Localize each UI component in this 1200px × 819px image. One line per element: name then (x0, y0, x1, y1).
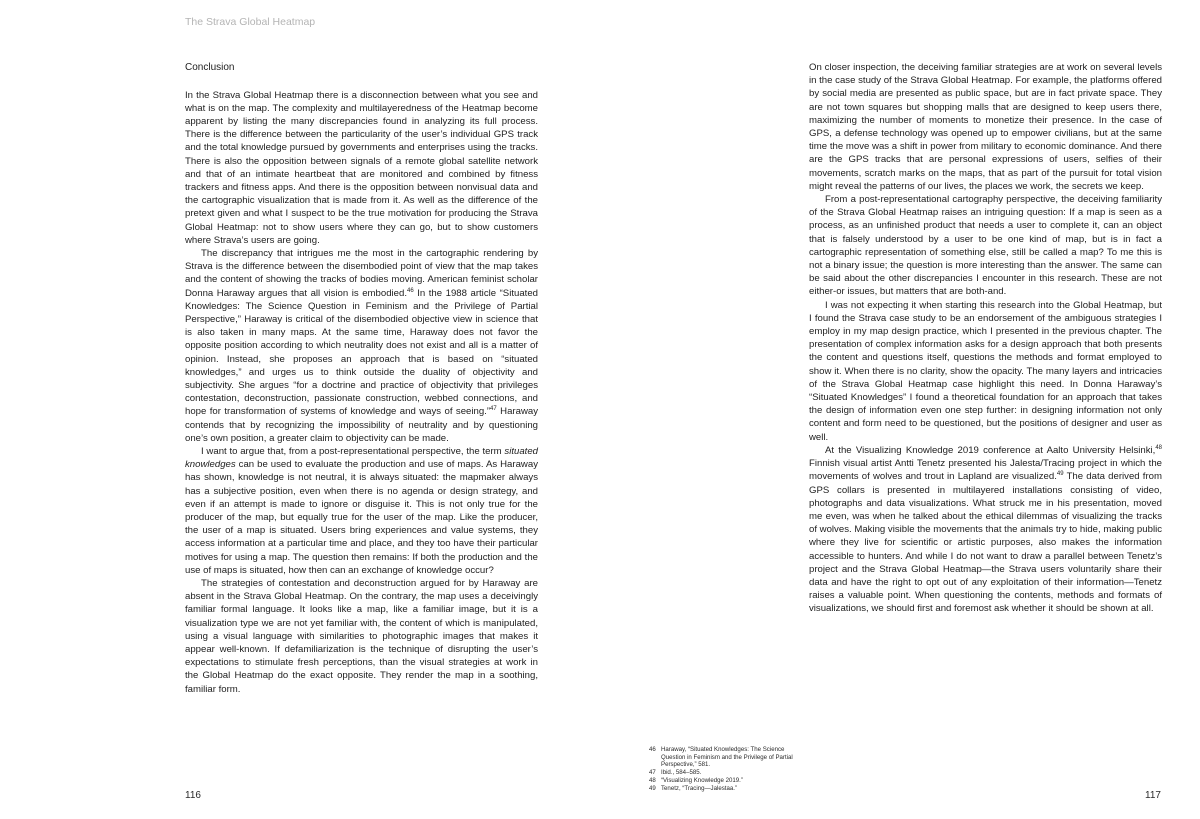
footnote-number: 49 (649, 784, 656, 792)
emphasis-term: situated knowledges (185, 445, 538, 471)
footnote-text: Haraway, “Situated Knowledges: The Science Question in Feminism and the Privilege of Partial Perspective,” 581. (661, 746, 793, 769)
footnote-text: Ibid., 584–585. (661, 769, 702, 777)
paragraph: In the Strava Global Heatmap there is a disconnection between what you see and what is on the map. The complexity and multilayeredness of the Heatmap become apparent by listing the many discrepancies found in analyzing its full process. There is the difference between the particularity of the user’s individual GPS track and the total knowledge pursued by governments and enterprises using the tracks. There is also the opposition between signals of a remote global satellite network and that of an intimate heartbeat that are monitored and combined by fitness trackers and fitness apps. And there is the opposition between nonvisual data and the cartographic visualization that is made from it. As well as the difference of the pretext given and what I suspect to be the true motivation for producing the Strava Global Heatmap: not to show users where they can go, but to show customers where Strava’s users are going. (185, 89, 538, 246)
footnotes (649, 746, 799, 792)
left-column (185, 61, 538, 696)
paragraph (185, 445, 538, 577)
paragraph-text: I want to argue that, from a post-representational perspective, the term (201, 445, 505, 457)
paragraph-text: Finnish visual artist Antti Tenetz presented his Jalesta/Tracing project in which the movements of wolves and trout in Lapland are visualized. (809, 458, 1162, 483)
page-number-left: 116 (185, 790, 201, 801)
footnote (649, 785, 799, 793)
footnote (649, 746, 799, 769)
footnote-number: 46 (649, 746, 656, 753)
paragraph: From a post-representational cartography perspective, the deceiving familiarity of the Strava Global Heatmap raises an intriguing question: If a map is seen as a process, as an unfinished product that needs a user to complete it, can an object that is falsely understood by a user to be one kind of map, but is in fact a cartographic representation of something else, still be called a map? To me this is not a binary issue; the question is more interesting than the answer. The same can be said about the other discrepancies I encounter in this research. These are not either-or issues, but matters that are both-and. (809, 194, 1162, 298)
footnote-number: 48 (649, 776, 656, 784)
paragraph-text: At the Visualizing Knowledge 2019 conference at Aalto University Helsinki, (825, 444, 1156, 456)
paragraph-text: In the 1988 article “Situated Knowledges: The Science Question in Feminism and the Privilege of Partial Perspective,” Haraway is critical of the disembodied objective view in science that is also taken in many maps. At the same time, Haraway does not favor the opposite position according to which neutrality does not exist and all is a matter of opinion. Instead, she proposes an approach that is based on “situated knowledges,” and urges us to think outside the duality of objectivity and subjectivity. She argues “for a doctrine and practice of objectivity that privileges contestation, deconstruction, passionate construction, webbed connections, and hope for transformation of systems of knowledge and ways of seeing.” (185, 287, 539, 418)
page-number-right: 117 (1145, 790, 1161, 801)
running-head: The Strava Global Heatmap (185, 16, 316, 28)
paragraph (809, 444, 1162, 616)
right-column (809, 61, 1162, 616)
paragraph-text: The discrepancy that intrigues me the most in the cartographic rendering by Strava is the difference between the disembodied point of view that the map takes and the content of showing the tracks of bodies moving. American feminist scholar Donna Haraway argues that all vision is embodied. (185, 247, 538, 299)
paragraph (185, 247, 538, 445)
footnote (649, 777, 799, 785)
section-heading: Conclusion (185, 62, 235, 73)
paragraph: I was not expecting it when starting this research into the Global Heatmap, but I found the Strava case study to be an endorsement of the ambiguous strategies I employ in my map design practice, which I presented in the previous chapter. The presentation of complex information asks for a design approach that both presents the content and questions itself, questions the methods and format employed to show it. When there is no clarity, show the opacity. The many layers and intricacies of the Strava Global Heatmap case highlight this need. In Donna Haraway’s “Situated Knowledges” I found a theoretical foundation for an approach that takes the design of information even one step further: in designing information not only content and form need to be questioned, but the positions of designer and user as well. (809, 299, 1162, 443)
footnote-text: “Visualizing Knowledge 2019.” (661, 776, 743, 784)
footnote-ref: 47 (490, 406, 497, 413)
footnote-ref: 46 (407, 287, 414, 294)
paragraph-text: Haraway contends that by recognizing the impossibility of neutrality and by questioning one’s own position, a greater claim to objectivity can be made. (185, 406, 539, 444)
footnote-text: Tenetz, “Tracing—Jalestaa.” (661, 784, 737, 792)
footnote-ref: 48 (1155, 444, 1162, 451)
footnote (649, 769, 799, 777)
paragraph: On closer inspection, the deceiving familiar strategies are at work on several levels in the case study of the Strava Global Heatmap. For example, the platforms offered by social media are presented as public space, but are in fact private space. They are not town squares but shopping malls that are designed to keep users there, maximizing the number of moments to monetize their presence. In the case of GPS, a defense technology was opened up to empower civilians, but at the same time the move was a shift in power from military to economic dominance. And there are the GPS tracks that are personal expressions of users, selfies of their movements, scratch marks on the maps, that as part of the pursuit for total vision might reveal the patterns of our lives, the places we work, the secrets we keep. (809, 62, 1162, 192)
paragraph-text: The data derived from GPS collars is presented in multilayered installations consisting of video, photographs and data visualizations. What struck me in his presentation, moved me even, was when he talked about the ethical dilemmas of visualizing the tracks of wolves. Making visible the movements that the animals try to hide, making public where they live for scientific or artistic purposes, also makes the information accessible to hunters. And while I do not want to draw a parallel between Tenetz’s project and the Strava Global Heatmap—the Strava users voluntarily share their data and have the right to opt out of any exploitation of their information—Tenetz raises a valuable point. When questioning the contents, methods and formats of visualizations, we should first and foremost ask whether it should be shown at all. (809, 471, 1163, 615)
paragraph: The strategies of contestation and deconstruction argued for by Haraway are absent in the Strava Global Heatmap. On the contrary, the map uses a deceivingly familiar formal language. It looks like a map, like a familiar image, but it is a visualization type we are not yet familiar with, the content of which is manipulated, using a visual language with similarities to photographic images that makes it appear well-known. If defamiliarization is the technique of disrupting the user’s expectations to stimulate fresh perceptions, than the visual strategies at work in the Global Heatmap do the exact opposite. They render the map in a soothing, familiar form. (185, 578, 538, 695)
footnote-ref: 49 (1056, 471, 1064, 478)
footnote-number: 47 (649, 769, 656, 777)
paragraph-text: can be used to evaluate the production and use of maps. As Haraway has shown, knowledge is not neutral, it is always situated: the mapmaker always has a subjective position, even when there is no agenda or design strategy, and even if an attempt is made to ignore or disguise it. This is not only true for the producer of the map, but equally true for the user of the map. Like the producer, the user of a map is situated. Users bring experiences and value systems, they access information at a particular time and place, and they too have their particular motives for using a map. The question then remains: If both the production and the use of maps is situated, how then can an exchange of knowledge occur? (185, 459, 538, 576)
